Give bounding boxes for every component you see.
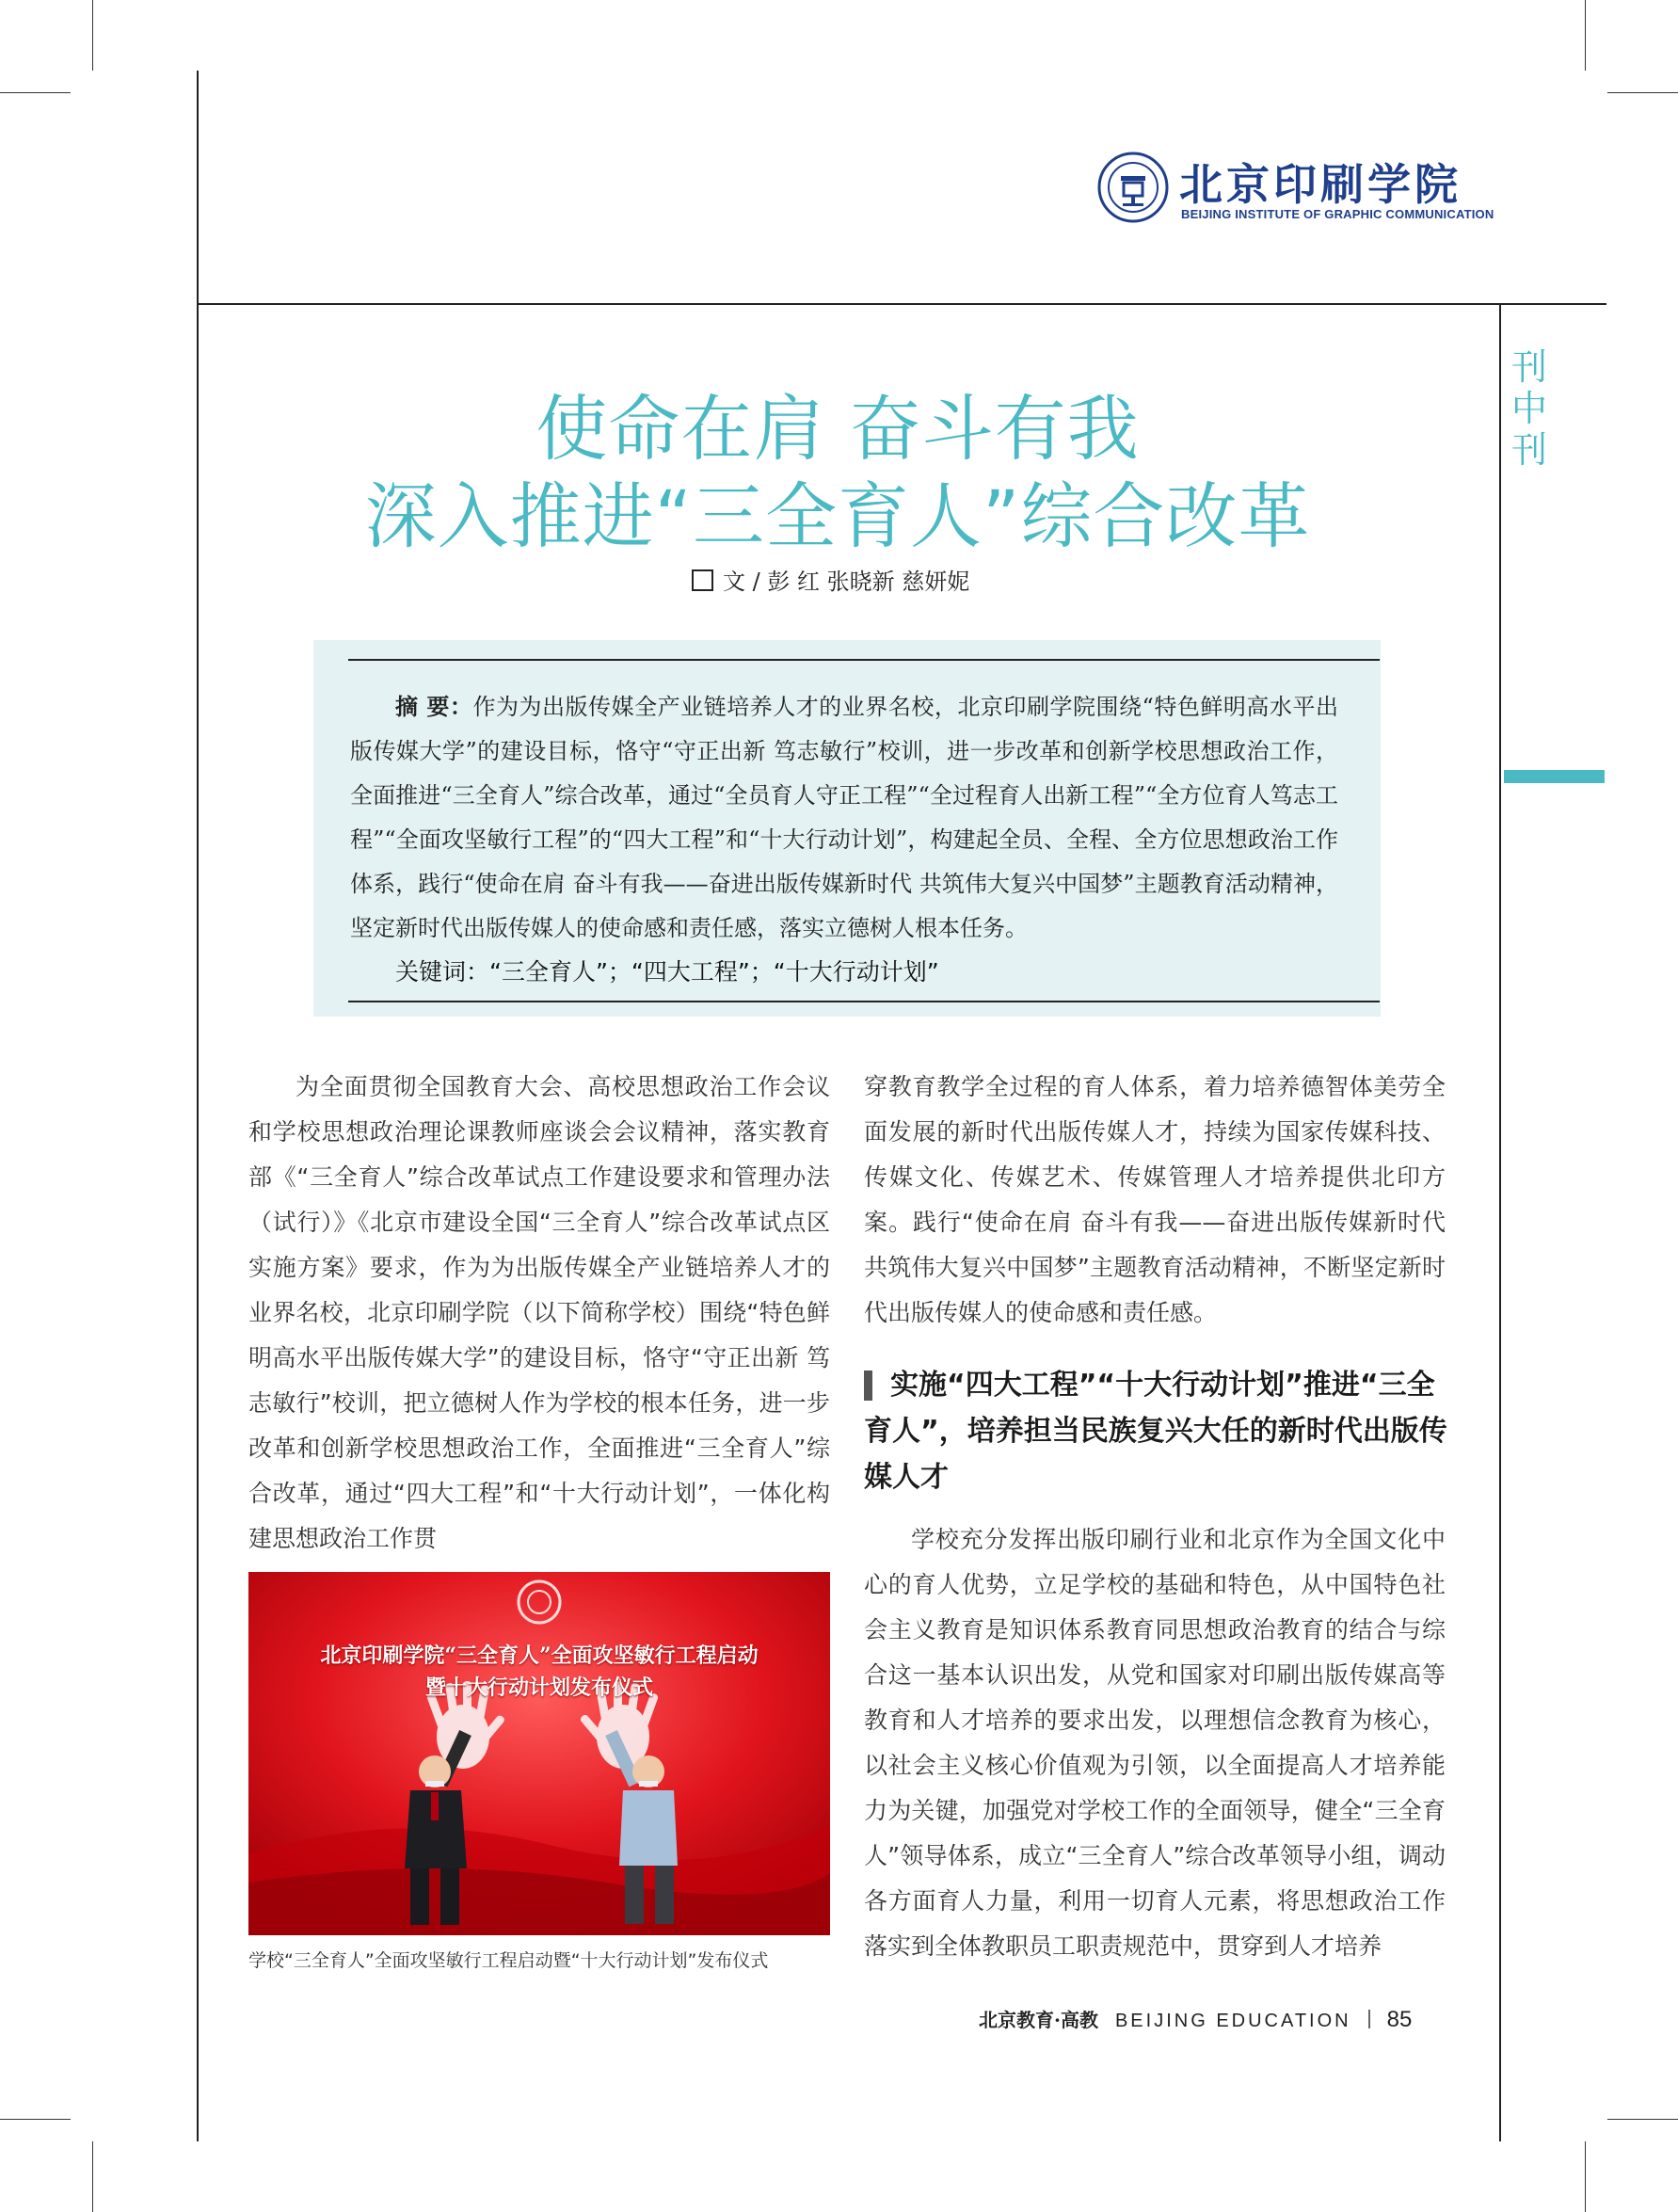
page-footer: [979, 2005, 1412, 2033]
logo-english-name: BEIJING INSTITUTE OF GRAPHIC COMMUNICATION: [1181, 207, 1494, 221]
header-rule: [197, 303, 1606, 305]
page-number: 85: [1386, 2007, 1413, 2032]
crop-mark: [1607, 2119, 1678, 2120]
section-tab: 刊中刊: [1510, 346, 1547, 471]
crop-mark: [92, 0, 93, 71]
abstract-text: 作为为出版传媒全产业链培养人才的业界名校，北京印刷学院围绕“特色鲜明高水平出版传媒大学”的建设目标，恪守“守正出新 笃志敏行”校训，进一步改革和创新学校思想政治工作，全面推进“三全育人”综合改革，通过“全员育人守正工程”“全过程育人出新工程”“全方位育人笃志工程”“全面攻坚敏行工程”的“四大工程”和“十大行动计划”，构建起全员、全程、全方位思想政治工作体系，践行“使命在肩 奋斗有我——奋进出版传媒新时代 共筑伟大复兴中国梦”主题教育活动精神，坚定新时代出版传媒人的使命感和责任感，落实立德树人根本任务。: [350, 694, 1338, 941]
photo-banner-line1: 北京印刷学院“三全育人”全面攻坚敏行工程启动: [320, 1643, 759, 1668]
photo-banner-line2: 暨十大行动计划发布仪式: [424, 1675, 653, 1700]
crop-mark: [1585, 0, 1586, 71]
byline-text: 文 / 彭 红 张晓新 慈妍妮: [723, 569, 970, 595]
photo-caption: 学校“三全育人”全面攻坚敏行工程启动暨“十大行动计划”发布仪式: [248, 1950, 769, 1971]
left-margin-rule: [197, 71, 199, 2141]
byline: [692, 563, 969, 596]
logo-chinese-name: 北京印刷学院: [1179, 159, 1462, 210]
crop-mark: [1585, 2141, 1586, 2212]
square-icon: [692, 569, 713, 591]
crop-mark: [0, 92, 71, 93]
footer-magazine: 北京教育·高教: [979, 2009, 1098, 2031]
abstract-rule-top: [348, 659, 1380, 661]
body-column-right-bottom: 学校充分发挥出版印刷行业和北京作为全国文化中心的育人优势，立足学校的基础和特色，从中国特色社会主义教育是知识体系教育同思想政治教育的结合与综合这一基本认识出发，从党和国家对印刷出版传媒高等教育和人才培养的要求出发，以理想信念教育为核心，以社会主义核心价值观为引领，以全面提高人才培养能力为关键，加强党对学校工作的全面领导，健全“三全育人”领导体系，成立“三全育人”综合改革领导小组，调动各方面育人力量，利用一切育人元素，将思想政治工作落实到全体教职员工职责规范中，贯穿到人才培养: [864, 1526, 1446, 1960]
footer-magazine-en: BEIJING EDUCATION: [1114, 2011, 1351, 2031]
footer-separator: [1368, 2010, 1370, 2028]
crop-mark: [92, 2141, 93, 2212]
seal-icon: [1096, 151, 1170, 224]
crop-mark: [0, 2119, 71, 2120]
keywords: 关键词：“三全育人”；“四大工程”；“十大行动计划”: [395, 958, 939, 986]
ceremony-photo-image: [248, 1572, 830, 1935]
crop-mark: [1607, 92, 1678, 93]
right-margin-rule: [1499, 303, 1501, 2141]
section-accent-bar: [1504, 770, 1605, 783]
body-column-left: 为全面贯彻全国教育大会、高校思想政治工作会议和学校思想政治理论课教师座谈会会议精神，落实教育部《“三全育人”综合改革试点工作建设要求和管理办法（试行）》《北京市建设全国“三全育人”综合改革试点区实施方案》要求，作为为出版传媒全产业链培养人才的业界名校，北京印刷学院（以下简称学校）围绕“特色鲜明高水平出版传媒大学”的建设目标，恪守“守正出新 笃志敏行”校训，把立德树人作为学校的根本任务，进一步改革和创新学校思想政治工作，全面推进“三全育人”综合改革，通过“四大工程”和“十大行动计划”，一体化构建思想政治工作贯: [248, 1073, 830, 1552]
section-heading-text: 实施“四大工程”“十大行动计划”推进“三全育人”，培养担当民族复兴大任的新时代出版传媒人才: [864, 1369, 1447, 1494]
body-column-right-top: 穿教育教学全过程的育人体系，着力培养德智体美劳全面发展的新时代出版传媒人才，持续为国家传媒科技、传媒文化、传媒艺术、传媒管理人才培养提供北印方案。践行“使命在肩 奋斗有我——奋进出版传媒新时代 共筑伟大复兴中国梦”主题教育活动精神，不断坚定新时代出版传媒人的使命感和责任感。: [864, 1073, 1446, 1326]
abstract-label: 摘 要：: [395, 694, 473, 720]
article-title-line1: 使命在肩 奋斗有我: [535, 387, 1140, 471]
ceremony-photo: [248, 1572, 830, 1935]
institution-logo: [1096, 151, 1494, 226]
abstract: [350, 685, 1338, 951]
abstract-rule-bottom: [348, 1001, 1380, 1002]
section-heading: [864, 1362, 1447, 1500]
article-title-line2: 深入推进“三全育人”综合改革: [364, 474, 1311, 558]
